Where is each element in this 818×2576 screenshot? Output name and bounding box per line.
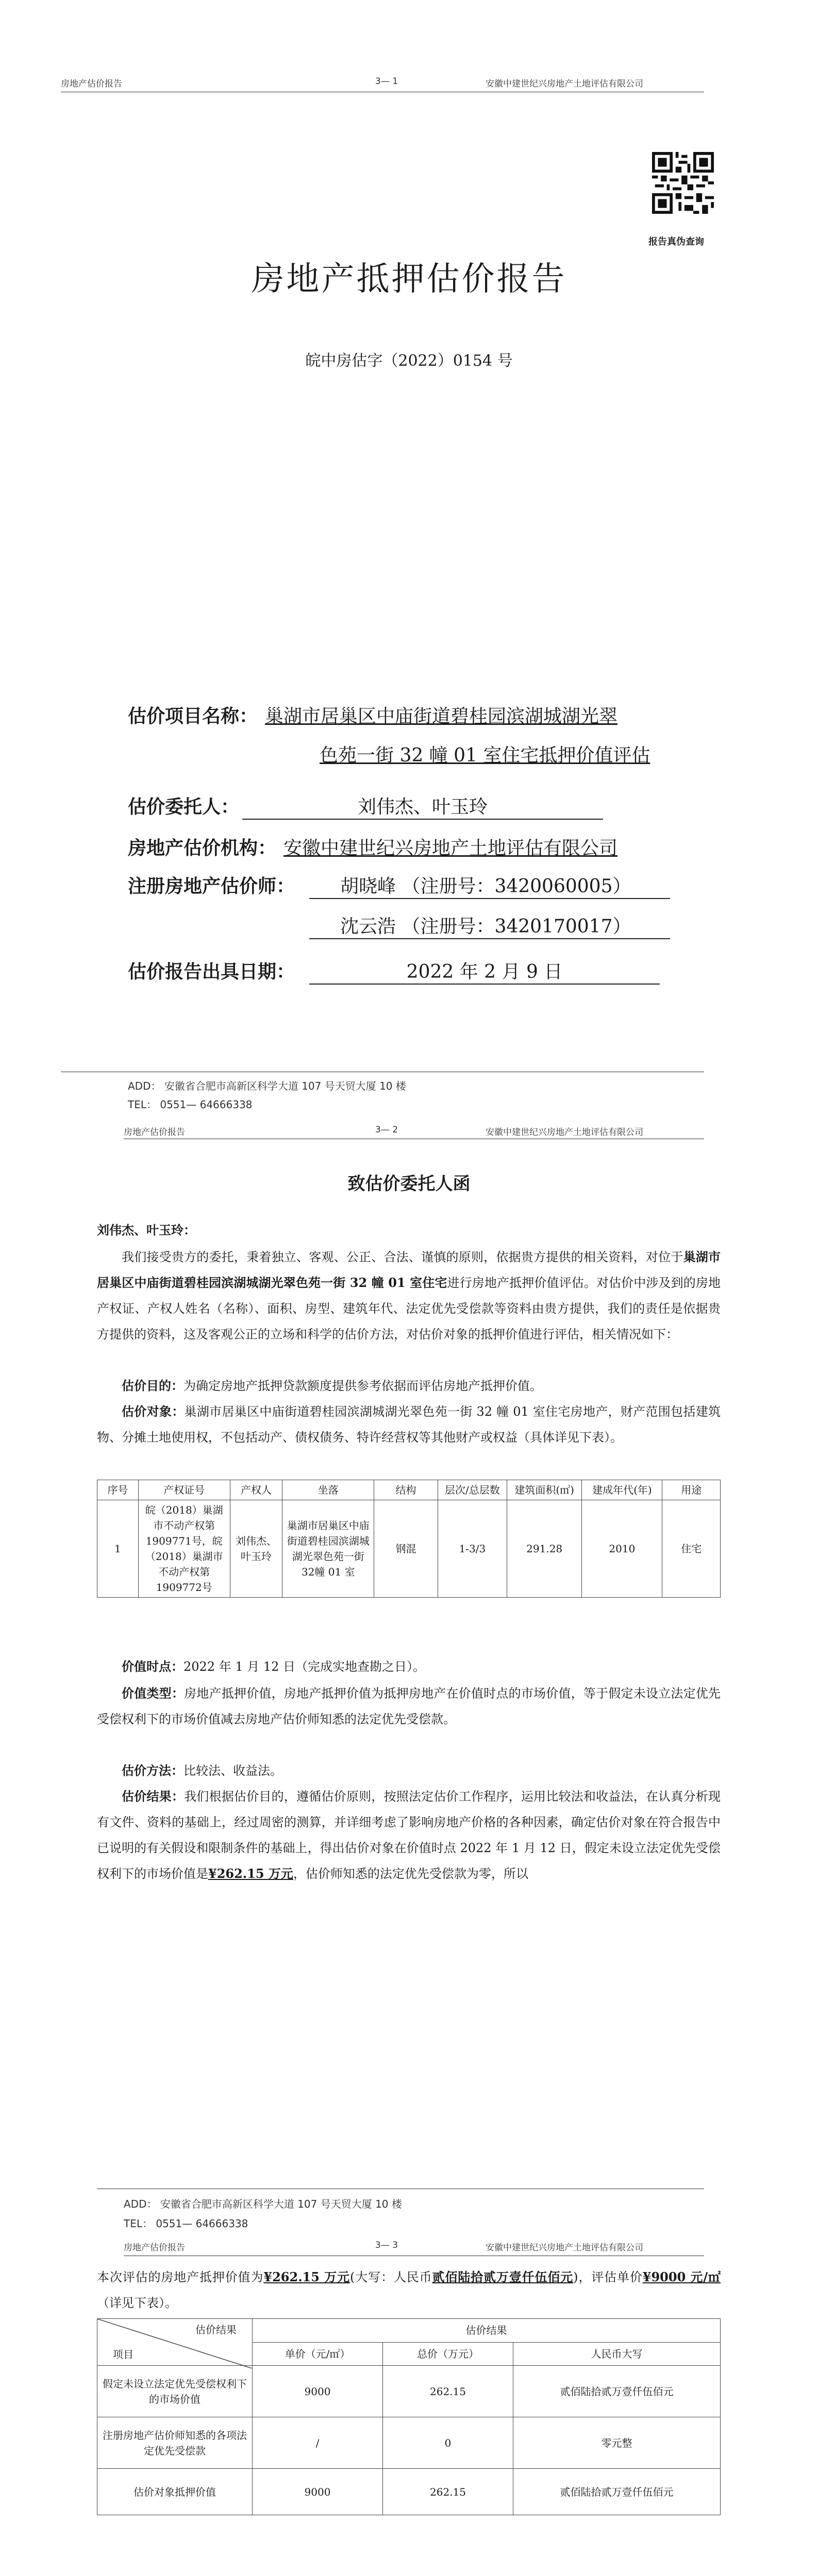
cont-text-c: )，评估单价 bbox=[573, 2270, 643, 2284]
qr-code-icon bbox=[652, 152, 714, 214]
report-date-label: 估价报告出具日期： bbox=[128, 961, 295, 982]
cell-total: 262.15 bbox=[383, 2366, 513, 2417]
cont-text-d: （详见下表）。 bbox=[97, 2296, 177, 2310]
intro-address: 巢湖市居巢区中庙街道碧桂园滨湖城湖光翠色苑一街 32 幢 01 室住宅 bbox=[97, 1249, 721, 1290]
cell-unit: / bbox=[253, 2417, 383, 2469]
header-page-number: 3— 1 bbox=[375, 76, 398, 87]
table-row bbox=[97, 1500, 721, 1598]
th-seq: 序号 bbox=[97, 1480, 139, 1500]
cell-total: 0 bbox=[383, 2417, 513, 2469]
org-label: 房地产估价机构： bbox=[128, 837, 277, 859]
date-paragraph bbox=[97, 1654, 721, 1680]
cont-text-a: 本次评估的房地产抵押价值为 bbox=[97, 2270, 264, 2284]
report-number: 皖中房估字（2022）0154 号 bbox=[305, 352, 513, 370]
header-report-label: 房地产估价报告 bbox=[124, 1127, 185, 1138]
header-company: 安徽中建世纪兴房地产土地评估有限公司 bbox=[486, 1127, 643, 1138]
appraiser-label: 注册房地产估价师： bbox=[128, 875, 295, 897]
cont-unit-price: ¥9000 元/㎡ bbox=[642, 2269, 721, 2284]
header-report-label: 房地产估价报告 bbox=[61, 79, 122, 89]
cell-seq: 1 bbox=[97, 1500, 139, 1598]
cell-structure: 钢混 bbox=[374, 1500, 438, 1598]
appraiser-1: 胡晓峰 （注册号：3420060005） bbox=[309, 872, 670, 899]
result-value: ¥262.15 万元 bbox=[208, 1866, 293, 1881]
th-chinese: 人民币大写 bbox=[513, 2342, 721, 2366]
th-structure: 结构 bbox=[374, 1480, 438, 1500]
cell-item: 注册房地产估价师知悉的各项法定优先受偿款 bbox=[97, 2417, 253, 2469]
header-page-number: 3— 3 bbox=[375, 2240, 398, 2250]
property-table bbox=[97, 1480, 721, 1598]
th-cert: 产权证号 bbox=[138, 1480, 230, 1500]
cont-value: ¥262.15 万元 bbox=[263, 2269, 350, 2284]
intro-text-a: 我们接受贵方的委托，秉着独立、客观、公正、合法、谨慎的原则，依据贵方提供的相关资料，对位于 bbox=[122, 1250, 683, 1264]
th-use: 用途 bbox=[662, 1480, 721, 1500]
th-result: 估价结果 bbox=[253, 2319, 721, 2343]
method-text: 比较法、收益法。 bbox=[183, 1764, 282, 1778]
purpose-text: 为确定房地产抵押贷款额度提供参考依据而评估房地产抵押价值。 bbox=[183, 1379, 542, 1393]
report-title: 房地产抵押估价报告 bbox=[251, 260, 567, 298]
cell-total: 262.15 bbox=[383, 2469, 513, 2515]
th-owner: 产权人 bbox=[230, 1480, 282, 1500]
footer-tel: TEL： 0551— 64666338 bbox=[128, 1098, 253, 1111]
value-type-text: 房地产抵押价值，房地产抵押价值为抵押房地产在价值时点的市场价值，等于假定未设立法定优先受偿权利下的市场价值减去房地产估价师知悉的法定优先受偿款。 bbox=[97, 1686, 721, 1726]
table-row bbox=[97, 2469, 721, 2515]
purpose-paragraph bbox=[97, 1373, 721, 1399]
result-label: 估价结果： bbox=[122, 1789, 185, 1804]
qr-caption: 报告真伪查询 bbox=[648, 236, 704, 247]
method-label: 估价方法： bbox=[122, 1763, 183, 1778]
cont-value-chinese: 贰佰陆拾贰万壹仟伍佰元 bbox=[432, 2269, 574, 2284]
project-label: 估价项目名称： bbox=[128, 705, 258, 727]
th-area: 建筑面积(㎡) bbox=[507, 1480, 582, 1500]
th-location: 坐落 bbox=[282, 1480, 374, 1500]
cell-chinese: 贰佰陆拾贰万壹仟伍佰元 bbox=[513, 2366, 721, 2417]
cell-area: 291.28 bbox=[507, 1500, 582, 1598]
intro-text-c: 进行房地产抵押价值评估。对估价中涉及到的房地产权证、产权人姓名（名称）、面积、房型、建筑年代、法定优先受偿款等资料由贵方提供，我们的责任是依据贵方提供的资料，这及客观公正的立场和科学的估价方法，对估价对象的抵押价值进行评估，相关情况如下： bbox=[97, 1276, 721, 1342]
cell-item: 估价对象抵押价值 bbox=[97, 2469, 253, 2515]
project-name-line2: 色苑一街 32 幢 01 室住宅抵押价值评估 bbox=[320, 745, 650, 766]
result-continued-paragraph bbox=[97, 2264, 721, 2316]
result-text-b: ，估价师知悉的法定优先受偿款为零，所以 bbox=[293, 1867, 528, 1881]
th-unit-price: 单价（元/㎡） bbox=[253, 2342, 383, 2366]
th-result-corner: 估价结果 bbox=[195, 2324, 237, 2336]
th-item-corner: 项目 bbox=[113, 2348, 133, 2361]
intro-paragraph bbox=[97, 1244, 721, 1347]
report-date-value: 2022 年 2 月 9 日 bbox=[309, 957, 660, 985]
client-value: 刘伟杰、叶玉玲 bbox=[242, 792, 603, 820]
value-type-label: 价值类型： bbox=[122, 1686, 185, 1701]
client-label: 估价委托人： bbox=[128, 796, 240, 818]
footer-tel: TEL： 0551— 64666338 bbox=[124, 2217, 248, 2230]
cell-location: 巢湖市居巢区中庙街道碧桂园滨湖城湖光翠色苑一街 32幢 01 室 bbox=[282, 1500, 374, 1598]
cell-chinese: 零元整 bbox=[513, 2417, 721, 2469]
header-report-label: 房地产估价报告 bbox=[124, 2243, 185, 2253]
method-paragraph bbox=[97, 1758, 721, 1784]
value-date-text: 2022 年 1 月 12 日（完成实地查勘之日）。 bbox=[183, 1659, 426, 1674]
footer-address: ADD： 安徽省合肥市高新区科学大道 107 号天贸大厦 10 楼 bbox=[128, 1080, 406, 1092]
type-paragraph bbox=[97, 1681, 721, 1732]
cell-chinese: 贰佰陆拾贰万壹仟伍佰元 bbox=[513, 2469, 721, 2515]
th-floors: 层次/总层数 bbox=[438, 1480, 507, 1500]
notice-paragraph bbox=[97, 2571, 721, 2576]
footer-address: ADD： 安徽省合肥市高新区科学大道 107 号天贸大厦 10 楼 bbox=[124, 2198, 402, 2210]
cell-year: 2010 bbox=[582, 1500, 662, 1598]
cell-unit: 9000 bbox=[253, 2469, 383, 2515]
appraiser-2: 沈云浩 （注册号：3420170017） bbox=[309, 912, 670, 939]
object-paragraph bbox=[97, 1399, 721, 1450]
salutation: 刘伟杰、叶玉玲： bbox=[97, 1223, 196, 1238]
cont-text-b: (大写：人民币 bbox=[349, 2270, 432, 2284]
th-diagonal bbox=[97, 2319, 253, 2366]
header-company: 安徽中建世纪兴房地产土地评估有限公司 bbox=[486, 79, 643, 89]
cell-unit: 9000 bbox=[253, 2366, 383, 2417]
cell-cert: 皖（2018）巢湖市不动产权第1909771号，皖（2018）巢湖市不动产权第1909772号 bbox=[138, 1500, 230, 1598]
project-name-line1: 巢湖市居巢区中庙街道碧桂园滨湖城湖光翠 bbox=[265, 706, 618, 727]
cell-use: 住宅 bbox=[662, 1500, 721, 1598]
result-paragraph bbox=[97, 1784, 721, 1887]
table-row bbox=[97, 2417, 721, 2469]
letter-title: 致估价委托人函 bbox=[347, 1174, 471, 1194]
result-table bbox=[97, 2318, 721, 2515]
purpose-label: 估价目的： bbox=[122, 1378, 183, 1393]
header-page-number: 3— 2 bbox=[375, 1125, 398, 1135]
table-header-row bbox=[97, 2319, 721, 2343]
result-text-a: 我们根据估价目的，遵循估价原则，按照法定估价工作程序，运用比较法和收益法，在认真分析现有文件、资料的基础上，经过周密的测算，并详细考虑了影响房地产价格的各种因素，确定估价对象在符合报告中已说明的有关假设和限制条件的基础上，得出估价对象在价值时点 2022 年 1 月 12 日，假定未设立法定优先受偿权利下的市场价值是 bbox=[97, 1789, 721, 1881]
cell-owner: 刘伟杰、叶玉玲 bbox=[230, 1500, 282, 1598]
th-year: 建成年代(年) bbox=[582, 1480, 662, 1500]
table-header-row bbox=[97, 1480, 721, 1500]
header-company: 安徽中建世纪兴房地产土地评估有限公司 bbox=[486, 2243, 643, 2253]
table-row bbox=[97, 2366, 721, 2417]
object-text: 巢湖市居巢区中庙街道碧桂园滨湖城湖光翠色苑一街 32 幢 01 室住宅房地产，财产范围包括建筑物、分摊土地使用权，不包括动产、债权债务、特许经营权等其他财产或权益（具体详见下表）。 bbox=[97, 1404, 721, 1445]
cell-floors: 1-3/3 bbox=[438, 1500, 507, 1598]
value-date-label: 价值时点： bbox=[122, 1659, 183, 1674]
org-value: 安徽中建世纪兴房地产土地评估有限公司 bbox=[283, 838, 618, 859]
th-total: 总价（万元） bbox=[383, 2342, 513, 2366]
object-label: 估价对象： bbox=[122, 1404, 185, 1419]
cell-item: 假定未设立法定优先受偿权利下的市场价值 bbox=[97, 2366, 253, 2417]
